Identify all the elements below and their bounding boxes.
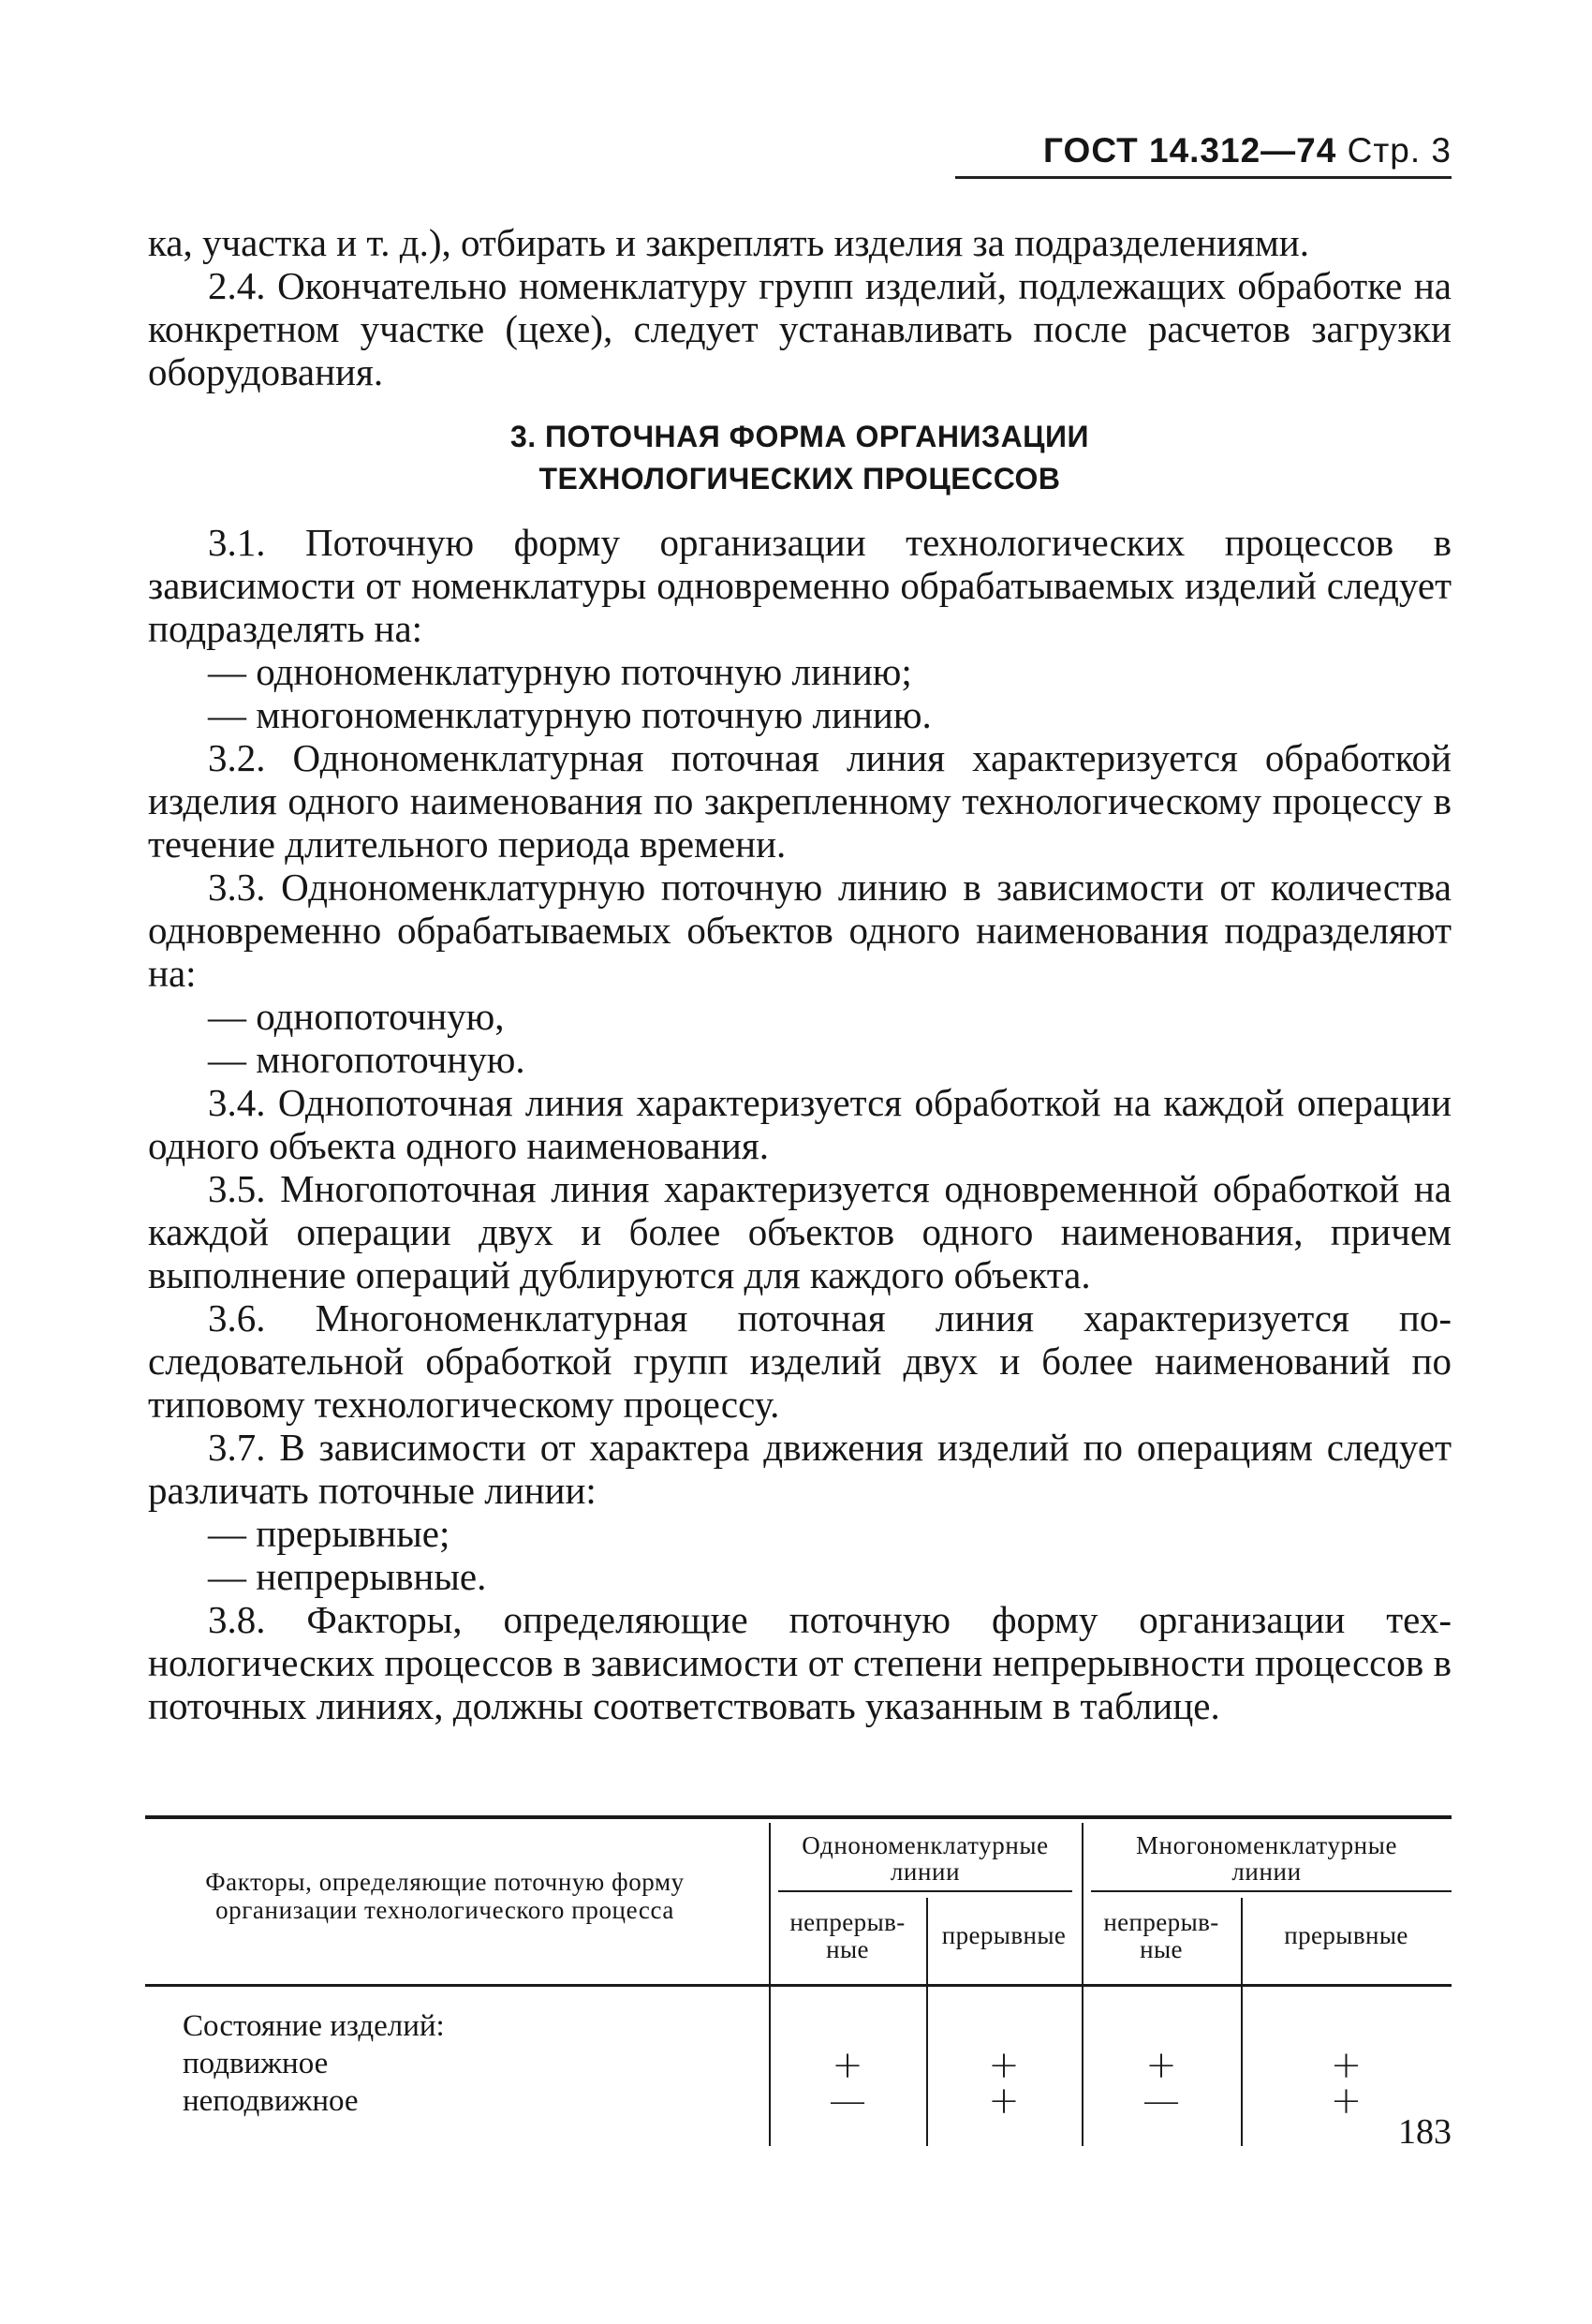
subheader-continuous-line-1: непрерыв- (1103, 1908, 1219, 1936)
subheader-discontinuous: прерывные (941, 1921, 1067, 1949)
table-cell: + (1145, 2044, 1177, 2087)
page-header (955, 131, 1452, 179)
page-number: 183 (1398, 2112, 1452, 2152)
table-cell: — (829, 2080, 866, 2123)
subheader-discontinuous: прерывные (1284, 1921, 1408, 1949)
list-item: — прерывные; (208, 1512, 450, 1555)
group-header-mono-line-1: Однономенклатурные (802, 1831, 1049, 1859)
paragraph-2-4: 2.4. Окончательно номенклатуру групп изделий, подлежащих обработке на конкретном участке (цехе), следует устанавливать после расчетов загрузки оборудования. (148, 264, 1452, 393)
list-item: — однономенклатурную поточную линию; (208, 650, 912, 693)
row-label-movable: подвижное (183, 2047, 329, 2080)
group-underline (778, 1890, 1072, 1892)
header-page-label: Стр. 3 (1347, 131, 1452, 170)
subheader-continuous (769, 1909, 926, 1963)
subheader-continuous-line-2: ные (826, 1935, 869, 1963)
section-title-line-1: 3. ПОТОЧНАЯ ФОРМА ОРГАНИЗАЦИИ (509, 420, 1090, 453)
group-header-mono (769, 1832, 1082, 1885)
paragraph-3-4: 3.4. Однопоточная линия характеризуется обработкой на каждой операции одного объекта одного наименования. (148, 1081, 1452, 1167)
table-cell: + (988, 2044, 1020, 2087)
paragraph-3-6: 3.6. Многономенклатурная поточная линия характеризуется последовательной обработкой групп изделий двух и более наименований по типовому технологическому процессу. (148, 1296, 1452, 1426)
group-underline (1091, 1890, 1452, 1892)
table-cell: — (1142, 2080, 1180, 2123)
list-item: — многопоточную. (208, 1038, 525, 1081)
paragraph-continuation: ка, участка и т. д.), отбирать и закреплять изделия за подразделениями. (148, 221, 1309, 264)
paragraph-3-2: 3.2. Однономенклатурная поточная линия характеризуется обработкой изделия одного наименования по закрепленному технологическому процессу в течение длительного периода времени. (148, 736, 1452, 866)
paragraph-3-7: 3.7. В зависимости от характера движения изделий по операциям следует различать поточные линии: (148, 1426, 1452, 1512)
table-cell: + (988, 2080, 1020, 2123)
table-cell: + (1330, 2044, 1363, 2087)
row-group-title: Состояние изделий: (183, 2009, 445, 2043)
header-standard-number: 14.312—74 (1149, 131, 1337, 170)
group-header-multi-line-1: Многономенклатурные (1135, 1831, 1398, 1859)
section-title-line-2: ТЕХНОЛОГИЧЕСКИХ ПРОЦЕССОВ (538, 462, 1061, 496)
paragraph-3-5: 3.5. Многопоточная линия характеризуется одновременной обработкой на каждой операции двух и более объектов одного наименования, причем выполнение операций дублируются для каждого объекта. (148, 1167, 1452, 1296)
factor-header-line-1: Факторы, определяющие поточную форму (205, 1868, 685, 1896)
list-item: — непрерывные. (208, 1555, 487, 1598)
table-cell: + (1330, 2080, 1363, 2123)
group-header-multi-line-2: линии (1231, 1858, 1302, 1886)
table-body (145, 1987, 1452, 2146)
group-header-mono-line-2: линии (890, 1858, 961, 1886)
row-label-stationary: неподвижное (183, 2084, 359, 2118)
subheader-continuous-line-1: непрерыв- (789, 1908, 906, 1936)
paragraph-3-3: 3.3. Однономенклатурную поточную линию в зависимости от количества одновременно обрабатываемых объектов одного наименования подразделяют на: (148, 866, 1452, 995)
table-top-rule (145, 1815, 1452, 1819)
factor-column-header (145, 1868, 744, 1924)
body-text (148, 221, 1452, 1727)
factor-header-line-2: организации технологического процесса (215, 1896, 674, 1924)
group-header-multi (1082, 1832, 1452, 1885)
factors-table (145, 1815, 1452, 2146)
subheader-continuous-line-2: ные (1140, 1935, 1183, 1963)
subheader-continuous (1082, 1909, 1241, 1963)
section-3-title (148, 416, 1452, 500)
list-item: — многономенклатурную поточную линию. (208, 693, 932, 736)
table-cell: + (832, 2044, 863, 2087)
paragraph-3-8: 3.8. Факторы, определяющие поточную форму организации технологических процессов в зависимости от степени непрерывности процессов в поточных линиях, должны соответствовать указанным в таблице. (148, 1598, 1452, 1727)
paragraph-3-1: 3.1. Поточную форму организации технологических процессов в зависимости от номенклатуры одновременно обрабатываемых изделий следует подразделять на: (148, 521, 1452, 650)
header-gost: ГОСТ (1043, 131, 1139, 170)
list-item: — однопоточную, (208, 995, 505, 1038)
table-header (145, 1823, 1452, 1987)
row-labels (183, 2007, 445, 2120)
